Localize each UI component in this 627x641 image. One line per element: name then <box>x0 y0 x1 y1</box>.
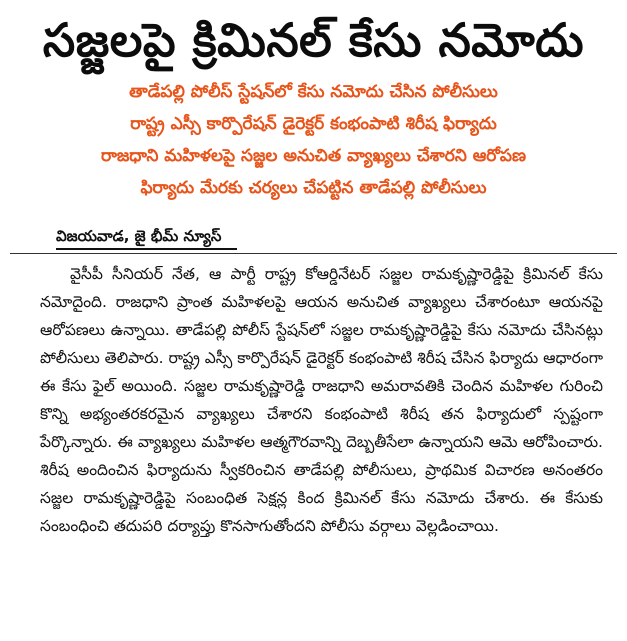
article-body: వైసీపీ సీనియర్ నేత, ఆ పార్టీ రాష్ట్ర కోఆర్డినేటర్ సజ్జల రామకృష్ణారెడ్డిపై క్రిమినల్ కేసు నమోదైంది. రాజధాని ప్రాంత మహిళలపై ఆయన అనుచిత వ్యాఖ్యలు చేశారంటూ ఆయనపై ఆరోపణలు ఉన్నాయి. తాడేపల్లి పోలీస్ స్టేషన్‌లో సజ్జల రామకృష్ణారెడ్డిపై కేసు నమోదు చేసినట్లు పోలీసులు తెలిపారు. రాష్ట్ర ఎస్సీ కార్పొరేషన్ డైరెక్టర్ కంభంపాటి శిరీష చేసిన ఫిర్యాదు ఆధారంగా ఈ కేసు ఫైల్ అయింది. సజ్జల రామకృష్ణారెడ్డి రాజధాని అమరావతికి చెందిన మహిళల గురించి కొన్ని అభ్యంతరకరమైన వ్యాఖ్యలు చేశారని కంభంపాటి శిరీష తన ఫిర్యాదులో స్పష్టంగా పేర్కొన్నారు. ఈ వ్యాఖ్యలు మహిళల ఆత్మగౌరవాన్ని దెబ్బతీసేలా ఉన్నాయని ఆమె ఆరోపించారు. శిరీష అందించిన ఫిర్యాదును స్వీకరించిన తాడేపల్లి పోలీసులు, ప్రాథమిక విచారణ అనంతరం సజ్జల రామకృష్ణారెడ్డిపై సంబంధిత సెక్షన్ల కింద క్రిమినల్ కేసు నమోదు చేశారు. ఈ కేసుకు సంబంధించి తదుపరి దర్యాప్తు కొనసాగుతోందని పోలీసు వర్గాలు వెల్లడించాయి. <box>40 265 604 535</box>
dateline: విజయవాడ, జై భీమ్ న్యూస్ <box>56 224 237 250</box>
headline: సజ్జలపై క్రిమినల్ కేసు నమోదు <box>42 13 585 67</box>
subheadline: తాడేపల్లి పోలీస్ స్టేషన్‌లో కేసు నమోదు చేసిన పోలీసులు <box>129 82 498 102</box>
subheadline: ఫిర్యాదు మేరకు చర్యలు చేపట్టిన తాడేపల్లి పోలీసులు <box>140 178 487 198</box>
subheadline: రాష్ట్ర ఎస్సీ కార్పొరేషన్ డైరెక్టర్ కంభంపాటి శిరీష ఫిర్యాదు <box>130 114 497 134</box>
subheadline: రాజధాని మహిళలపై సజ్జల అనుచిత వ్యాఖ్యలు చేశారని ఆరోపణ <box>100 146 527 166</box>
subheadline-list <box>10 76 617 204</box>
divider <box>10 253 617 254</box>
